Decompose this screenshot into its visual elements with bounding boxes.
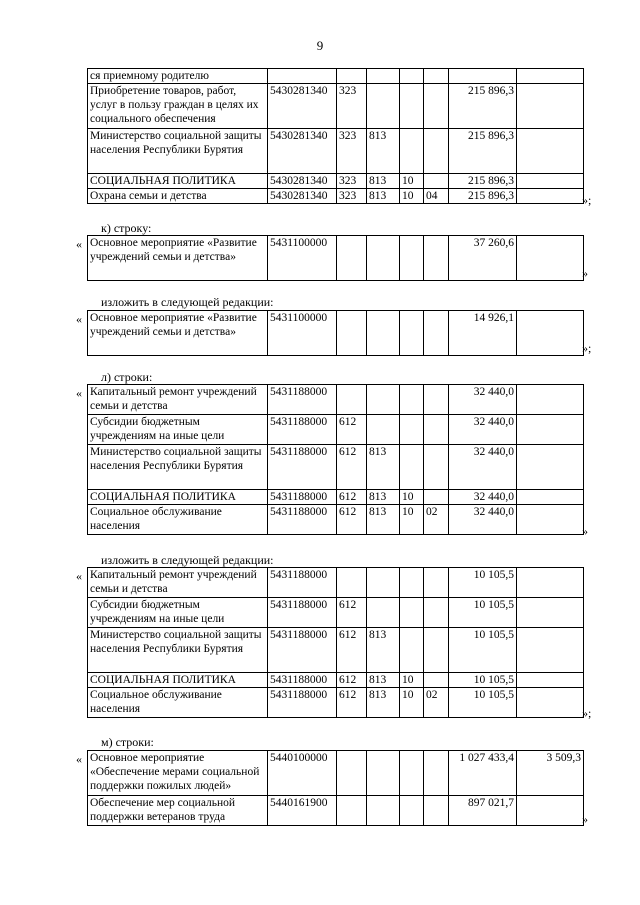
cell-amount-extra <box>517 796 584 826</box>
table-row <box>88 311 584 356</box>
cell-amount-extra <box>517 129 584 174</box>
cell-expense-type: 612 <box>337 673 367 688</box>
cell-subsection-code <box>424 598 449 628</box>
cell-target-code: 5430281340 <box>268 189 337 204</box>
cell-item-name: Субсидии бюджетным учреждениям на иные цели <box>88 598 268 628</box>
table-row <box>88 568 584 598</box>
table-row <box>88 84 584 129</box>
cell-subsection-code <box>424 628 449 673</box>
cell-section-code <box>400 628 424 673</box>
cell-target-code: 5440100000 <box>268 751 337 796</box>
cell-amount: 14 926,1 <box>449 311 517 356</box>
cell-item-name: Охрана семьи и детства <box>88 189 268 204</box>
cell-subsection-code <box>424 174 449 189</box>
closing-quote: » <box>582 266 588 280</box>
table-row <box>88 69 584 84</box>
cell-target-code: 5431188000 <box>268 490 337 505</box>
table-row <box>88 385 584 415</box>
cell-ministry-code <box>367 751 400 796</box>
cell-section-code: 10 <box>400 490 424 505</box>
cell-ministry-code <box>367 568 400 598</box>
cell-expense-type: 612 <box>337 445 367 490</box>
cell-item-name: Капитальный ремонт учреждений семьи и детства <box>88 568 268 598</box>
cell-ministry-code <box>367 311 400 356</box>
cell-amount-extra <box>517 236 584 281</box>
table-row <box>88 673 584 688</box>
cell-amount-extra <box>517 568 584 598</box>
cell-ministry-code <box>367 598 400 628</box>
cell-expense-type: 323 <box>337 129 367 174</box>
cell-ministry-code: 813 <box>367 129 400 174</box>
cell-subsection-code <box>424 415 449 445</box>
cell-section-code: 10 <box>400 189 424 204</box>
cell-amount: 215 896,3 <box>449 189 517 204</box>
cell-target-code: 5431188000 <box>268 415 337 445</box>
table-row <box>88 505 584 535</box>
cell-amount-extra <box>517 490 584 505</box>
cell-item-name: Министерство социальной защиты населения Республики Бурятия <box>88 445 268 490</box>
table-row <box>88 751 584 796</box>
cell-subsection-code <box>424 796 449 826</box>
cell-target-code: 5431100000 <box>268 236 337 281</box>
cell-amount: 215 896,3 <box>449 174 517 189</box>
budget-table-6 <box>87 750 584 826</box>
cell-amount: 32 440,0 <box>449 505 517 535</box>
cell-ministry-code: 813 <box>367 445 400 490</box>
cell-subsection-code: 04 <box>424 189 449 204</box>
cell-target-code: 5430281340 <box>268 174 337 189</box>
cell-subsection-code <box>424 445 449 490</box>
cell-section-code: 10 <box>400 688 424 718</box>
cell-section-code: 10 <box>400 174 424 189</box>
cell-ministry-code <box>367 84 400 129</box>
cell-amount-extra <box>517 174 584 189</box>
closing-quote: » <box>582 524 588 538</box>
section-heading-m: м) строки: <box>101 735 154 749</box>
section-heading-k: к) строку: <box>101 221 152 235</box>
cell-section-code <box>400 751 424 796</box>
section-heading-l-new: изложить в следующей редакции: <box>101 553 274 567</box>
cell-expense-type: 612 <box>337 598 367 628</box>
table-row <box>88 415 584 445</box>
cell-subsection-code <box>424 673 449 688</box>
cell-section-code <box>400 568 424 598</box>
table-row <box>88 189 584 204</box>
cell-amount: 215 896,3 <box>449 84 517 129</box>
table-row <box>88 796 584 826</box>
cell-ministry-code <box>367 796 400 826</box>
cell-section-code <box>400 236 424 281</box>
cell-section-code <box>400 598 424 628</box>
cell-amount-extra <box>517 385 584 415</box>
closing-quote: » <box>582 812 588 826</box>
cell-expense-type <box>337 796 367 826</box>
cell-amount: 897 021,7 <box>449 796 517 826</box>
table-row <box>88 688 584 718</box>
cell-ministry-code: 813 <box>367 174 400 189</box>
cell-target-code: 5431188000 <box>268 628 337 673</box>
closing-quote: »; <box>582 193 592 207</box>
cell-item-name: ся приемному родителю <box>88 69 268 84</box>
cell-expense-type <box>337 69 367 84</box>
opening-quote: « <box>76 569 82 583</box>
cell-section-code: 10 <box>400 505 424 535</box>
cell-ministry-code <box>367 385 400 415</box>
cell-target-code: 5431188000 <box>268 673 337 688</box>
cell-ministry-code: 813 <box>367 490 400 505</box>
budget-table-2 <box>87 235 584 281</box>
cell-target-code: 5430281340 <box>268 84 337 129</box>
cell-ministry-code <box>367 415 400 445</box>
cell-section-code <box>400 311 424 356</box>
cell-section-code <box>400 445 424 490</box>
budget-table-3 <box>87 310 584 356</box>
cell-amount: 32 440,0 <box>449 490 517 505</box>
page-number: 9 <box>316 38 324 53</box>
cell-amount: 32 440,0 <box>449 445 517 490</box>
cell-target-code: 5431188000 <box>268 445 337 490</box>
cell-amount-extra <box>517 445 584 490</box>
cell-amount-extra <box>517 628 584 673</box>
cell-amount-extra <box>517 415 584 445</box>
table-row <box>88 445 584 490</box>
cell-subsection-code: 02 <box>424 688 449 718</box>
cell-item-name: Социальное обслуживание населения <box>88 505 268 535</box>
cell-item-name: Субсидии бюджетным учреждениям на иные цели <box>88 415 268 445</box>
section-heading-l: л) строки: <box>101 370 153 384</box>
cell-expense-type: 612 <box>337 505 367 535</box>
cell-item-name: Социальное обслуживание населения <box>88 688 268 718</box>
budget-table-4 <box>87 384 584 535</box>
cell-ministry-code: 813 <box>367 628 400 673</box>
cell-amount: 10 105,5 <box>449 568 517 598</box>
cell-item-name: Обеспечение мер социальной поддержки ветеранов труда <box>88 796 268 826</box>
cell-amount: 10 105,5 <box>449 598 517 628</box>
opening-quote: « <box>76 237 82 251</box>
opening-quote: « <box>76 312 82 326</box>
cell-amount: 1 027 433,4 <box>449 751 517 796</box>
cell-ministry-code <box>367 236 400 281</box>
cell-target-code <box>268 69 337 84</box>
cell-amount-extra <box>517 189 584 204</box>
cell-target-code: 5431188000 <box>268 505 337 535</box>
cell-expense-type <box>337 568 367 598</box>
cell-item-name: СОЦИАЛЬНАЯ ПОЛИТИКА <box>88 490 268 505</box>
cell-item-name: Капитальный ремонт учреждений семьи и детства <box>88 385 268 415</box>
section-heading-k-new: изложить в следующей редакции: <box>101 295 274 309</box>
cell-expense-type <box>337 236 367 281</box>
cell-amount: 37 260,6 <box>449 236 517 281</box>
cell-section-code <box>400 796 424 826</box>
cell-subsection-code <box>424 236 449 281</box>
closing-quote: »; <box>582 341 592 355</box>
cell-expense-type: 612 <box>337 415 367 445</box>
cell-amount: 215 896,3 <box>449 129 517 174</box>
closing-quote: »; <box>582 706 592 720</box>
cell-expense-type <box>337 385 367 415</box>
cell-amount: 10 105,5 <box>449 628 517 673</box>
cell-item-name: СОЦИАЛЬНАЯ ПОЛИТИКА <box>88 174 268 189</box>
opening-quote: « <box>76 386 82 400</box>
cell-amount: 10 105,5 <box>449 688 517 718</box>
cell-amount-extra <box>517 505 584 535</box>
cell-target-code: 5431188000 <box>268 568 337 598</box>
cell-amount: 10 105,5 <box>449 673 517 688</box>
cell-section-code: 10 <box>400 673 424 688</box>
table-row <box>88 129 584 174</box>
table-row <box>88 236 584 281</box>
table-row <box>88 174 584 189</box>
cell-expense-type: 612 <box>337 490 367 505</box>
cell-ministry-code: 813 <box>367 688 400 718</box>
cell-item-name: Основное мероприятие «Обеспечение мерами социальной поддержки пожилых людей» <box>88 751 268 796</box>
cell-expense-type <box>337 751 367 796</box>
cell-amount: 32 440,0 <box>449 415 517 445</box>
cell-section-code <box>400 385 424 415</box>
table-row <box>88 490 584 505</box>
cell-expense-type: 323 <box>337 189 367 204</box>
cell-subsection-code <box>424 69 449 84</box>
cell-subsection-code <box>424 490 449 505</box>
budget-table-1 <box>87 68 584 204</box>
cell-target-code: 5431100000 <box>268 311 337 356</box>
cell-subsection-code <box>424 751 449 796</box>
cell-item-name: Основное мероприятие «Развитие учреждений семьи и детства» <box>88 311 268 356</box>
cell-section-code <box>400 84 424 129</box>
cell-target-code: 5440161900 <box>268 796 337 826</box>
cell-item-name: Приобретение товаров, работ, услуг в пользу граждан в целях их социального обеспечения <box>88 84 268 129</box>
cell-section-code <box>400 129 424 174</box>
cell-amount-extra <box>517 84 584 129</box>
cell-amount-extra <box>517 688 584 718</box>
cell-section-code <box>400 415 424 445</box>
cell-expense-type <box>337 311 367 356</box>
opening-quote: « <box>76 752 82 766</box>
cell-subsection-code <box>424 568 449 598</box>
cell-subsection-code <box>424 311 449 356</box>
cell-expense-type: 323 <box>337 84 367 129</box>
cell-expense-type: 612 <box>337 628 367 673</box>
cell-ministry-code: 813 <box>367 673 400 688</box>
cell-expense-type: 323 <box>337 174 367 189</box>
cell-target-code: 5431188000 <box>268 598 337 628</box>
cell-target-code: 5430281340 <box>268 129 337 174</box>
cell-item-name: Министерство социальной защиты населения Республики Бурятия <box>88 129 268 174</box>
table-row <box>88 598 584 628</box>
table-row <box>88 628 584 673</box>
cell-target-code: 5431188000 <box>268 385 337 415</box>
cell-amount-extra <box>517 673 584 688</box>
cell-amount-extra <box>517 69 584 84</box>
cell-ministry-code <box>367 69 400 84</box>
cell-amount <box>449 69 517 84</box>
cell-ministry-code: 813 <box>367 189 400 204</box>
cell-subsection-code <box>424 129 449 174</box>
cell-amount: 32 440,0 <box>449 385 517 415</box>
cell-expense-type: 612 <box>337 688 367 718</box>
cell-item-name: Основное мероприятие «Развитие учреждений семьи и детства» <box>88 236 268 281</box>
cell-subsection-code <box>424 385 449 415</box>
budget-table-5 <box>87 567 584 718</box>
cell-amount-extra <box>517 311 584 356</box>
cell-item-name: Министерство социальной защиты населения Республики Бурятия <box>88 628 268 673</box>
cell-ministry-code: 813 <box>367 505 400 535</box>
cell-item-name: СОЦИАЛЬНАЯ ПОЛИТИКА <box>88 673 268 688</box>
cell-target-code: 5431188000 <box>268 688 337 718</box>
cell-amount-extra <box>517 598 584 628</box>
cell-subsection-code <box>424 84 449 129</box>
cell-section-code <box>400 69 424 84</box>
cell-amount-extra: 3 509,3 <box>517 751 584 796</box>
cell-subsection-code: 02 <box>424 505 449 535</box>
